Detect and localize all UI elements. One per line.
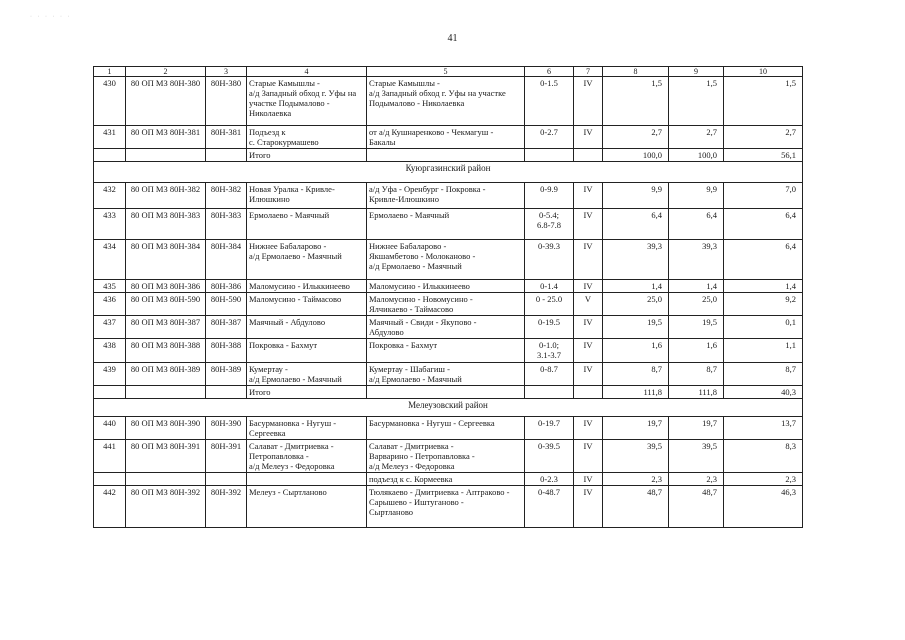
length-value: 1,6 [669,339,724,363]
col-header: 5 [367,67,525,77]
road-name: Подъезд к с. Старокурмашево [247,126,367,149]
table-row [94,316,803,339]
empty-cell [367,149,525,162]
col-header: 9 [669,67,724,77]
length-surface: 1,1 [724,339,803,363]
length-value: 48,7 [669,486,724,528]
road-category: IV [574,339,603,363]
km-range: 0-39.3 [525,240,574,280]
road-short-code: 80Н-383 [206,209,247,240]
road-route: подъезд к с. Кормеевка [367,473,525,486]
row-number: 437 [94,316,126,339]
road-route: Салават - Дмитриевка - Варварино - Петропавловка - а/д Мелеуз - Федоровка [367,440,525,473]
road-name: Кумертау - а/д Ермолаево - Маячный [247,363,367,386]
length-value: 6,4 [669,209,724,240]
length-surface: 13,7 [724,417,803,440]
empty-cell [94,386,126,399]
length-surface: 2,3 [724,473,803,486]
length-value: 1,5 [669,77,724,126]
table-row [94,126,803,149]
empty-cell [206,473,247,486]
length-surface: 0,1 [724,316,803,339]
road-category: IV [574,240,603,280]
road-id-code: 80 ОП МЗ 80Н-380 [126,77,206,126]
row-number: 436 [94,293,126,316]
road-id-code: 80 ОП МЗ 80Н-383 [126,209,206,240]
length-surface: 46,3 [724,486,803,528]
length-value: 25,0 [669,293,724,316]
table-row [94,440,803,473]
road-name: Маломусино - Ильккинеево [247,280,367,293]
length-total: 2,7 [603,126,669,149]
road-route: Маломусино - Новомусино - Ялчикаево - Таймасово [367,293,525,316]
length-total: 8,7 [603,363,669,386]
length-total: 39,3 [603,240,669,280]
table-row [94,417,803,440]
district-name: Куюргазинский район [94,162,803,183]
km-range: 0-2.7 [525,126,574,149]
empty-cell [126,386,206,399]
length-total: 2,3 [603,473,669,486]
road-category: IV [574,77,603,126]
road-short-code: 80Н-387 [206,316,247,339]
length-surface: 6,4 [724,240,803,280]
empty-cell [574,386,603,399]
total-length: 100,0 [603,149,669,162]
road-name: Старые Камышлы - а/д Западный обход г. Уфы на участке Подымалово - Николаевка [247,77,367,126]
row-number: 441 [94,440,126,473]
col-header: 7 [574,67,603,77]
km-range: 0-8.7 [525,363,574,386]
length-total: 48,7 [603,486,669,528]
road-short-code: 80Н-392 [206,486,247,528]
total-label: Итого [247,149,367,162]
length-total: 25,0 [603,293,669,316]
empty-cell [94,473,126,486]
col-header: 4 [247,67,367,77]
empty-cell [367,386,525,399]
road-id-code: 80 ОП МЗ 80Н-392 [126,486,206,528]
road-name: Басурмановка - Нугуш - Сергеевка [247,417,367,440]
road-short-code: 80Н-384 [206,240,247,280]
road-short-code: 80Н-590 [206,293,247,316]
length-total: 19,5 [603,316,669,339]
road-route: Маячный - Свиди - Якупово - Абдулово [367,316,525,339]
roads-table [93,66,803,528]
road-category: IV [574,316,603,339]
road-category: IV [574,280,603,293]
road-route: а/д Уфа - Оренбург - Покровка - Кривле-Илюшкино [367,183,525,209]
km-range: 0-19.7 [525,417,574,440]
road-route: Ермолаево - Маячный [367,209,525,240]
col-header: 8 [603,67,669,77]
row-number: 433 [94,209,126,240]
length-value: 9,9 [669,183,724,209]
road-name: Покровка - Бахмут [247,339,367,363]
table-row [94,240,803,280]
row-number: 434 [94,240,126,280]
column-numbers-row [94,67,803,77]
km-range: 0-2.3 [525,473,574,486]
road-short-code: 80Н-386 [206,280,247,293]
table-row [94,486,803,528]
road-category: IV [574,209,603,240]
road-name: Салават - Дмитриевка - Петропавловка - а/д Мелеуз - Федоровка [247,440,367,473]
total-value: 100,0 [669,149,724,162]
empty-cell [247,473,367,486]
length-total: 1,4 [603,280,669,293]
length-surface: 9,2 [724,293,803,316]
road-category: IV [574,486,603,528]
road-id-code: 80 ОП МЗ 80Н-382 [126,183,206,209]
district-row [94,162,803,183]
empty-cell [206,149,247,162]
length-value: 2,3 [669,473,724,486]
road-category: IV [574,417,603,440]
road-id-code: 80 ОП МЗ 80Н-390 [126,417,206,440]
table-row [94,339,803,363]
table-row [94,293,803,316]
road-route: Нижнее Бабаларово - Якшамбетово - Молоканово - а/д Ермолаево - Маячный [367,240,525,280]
length-surface: 1,5 [724,77,803,126]
road-short-code: 80Н-380 [206,77,247,126]
length-surface: 2,7 [724,126,803,149]
col-header: 3 [206,67,247,77]
table-row [94,280,803,293]
road-id-code: 80 ОП МЗ 80Н-389 [126,363,206,386]
length-value: 39,5 [669,440,724,473]
road-short-code: 80Н-382 [206,183,247,209]
total-label: Итого [247,386,367,399]
empty-cell [525,149,574,162]
length-surface: 8,3 [724,440,803,473]
road-name: Маячный - Абдулово [247,316,367,339]
road-id-code: 80 ОП МЗ 80Н-386 [126,280,206,293]
road-route: Кумертау - Шабагиш - а/д Ермолаево - Маячный [367,363,525,386]
road-route: Старые Камышлы - а/д Западный обход г. Уфы на участке Подымалово - Николаевка [367,77,525,126]
length-surface: 1,4 [724,280,803,293]
road-route: от а/д Кушнаренково - Чекмагуш - Бакалы [367,126,525,149]
road-category: IV [574,363,603,386]
empty-cell [574,149,603,162]
road-short-code: 80Н-381 [206,126,247,149]
road-category: IV [574,126,603,149]
table-row [94,77,803,126]
col-header: 2 [126,67,206,77]
row-number: 435 [94,280,126,293]
row-number: 431 [94,126,126,149]
km-range: 0-9.9 [525,183,574,209]
row-number: 432 [94,183,126,209]
road-short-code: 80Н-388 [206,339,247,363]
length-total: 1,5 [603,77,669,126]
row-number: 439 [94,363,126,386]
length-value: 39,3 [669,240,724,280]
total-value: 111,8 [669,386,724,399]
total-surface: 40,3 [724,386,803,399]
km-range: 0-39.5 [525,440,574,473]
road-short-code: 80Н-391 [206,440,247,473]
road-name: Ермолаево - Маячный [247,209,367,240]
road-id-code: 80 ОП МЗ 80Н-384 [126,240,206,280]
length-total: 1,6 [603,339,669,363]
length-surface: 7,0 [724,183,803,209]
total-row [94,149,803,162]
road-id-code: 80 ОП МЗ 80Н-388 [126,339,206,363]
empty-cell [126,473,206,486]
road-name: Нижнее Бабаларово - а/д Ермолаево - Маячный [247,240,367,280]
length-value: 19,5 [669,316,724,339]
table-row [94,363,803,386]
total-surface: 56,1 [724,149,803,162]
road-route: Басурмановка - Нугуш - Сергеевка [367,417,525,440]
road-route: Тюлякаево - Дмитриевка - Аптраково - Сарышево - Иштуганово - Сыртланово [367,486,525,528]
road-short-code: 80Н-390 [206,417,247,440]
road-name: Мелеуз - Сыртланово [247,486,367,528]
road-name: Новая Уралка - Кривле- Илюшкино [247,183,367,209]
length-surface: 8,7 [724,363,803,386]
km-range: 0-1.0; 3.1-3.7 [525,339,574,363]
km-range: 0-1.5 [525,77,574,126]
col-header: 6 [525,67,574,77]
km-range: 0 - 25.0 [525,293,574,316]
length-total: 6,4 [603,209,669,240]
road-id-code: 80 ОП МЗ 80Н-590 [126,293,206,316]
km-range: 0-19.5 [525,316,574,339]
road-route: Покровка - Бахмут [367,339,525,363]
length-value: 19,7 [669,417,724,440]
sub-row [94,473,803,486]
km-range: 0-1.4 [525,280,574,293]
col-header: 1 [94,67,126,77]
length-surface: 6,4 [724,209,803,240]
km-range: 0-5.4; 6.8-7.8 [525,209,574,240]
length-total: 39,5 [603,440,669,473]
road-id-code: 80 ОП МЗ 80Н-381 [126,126,206,149]
empty-cell [126,149,206,162]
empty-cell [206,386,247,399]
road-category: IV [574,473,603,486]
empty-cell [94,149,126,162]
length-value: 8,7 [669,363,724,386]
road-name: Маломусино - Таймасово [247,293,367,316]
row-number: 442 [94,486,126,528]
empty-cell [525,386,574,399]
length-value: 2,7 [669,126,724,149]
length-total: 19,7 [603,417,669,440]
km-range: 0-48.7 [525,486,574,528]
length-value: 1,4 [669,280,724,293]
total-length: 111,8 [603,386,669,399]
scan-mark: · · · · · · [30,14,72,20]
road-short-code: 80Н-389 [206,363,247,386]
district-name: Мелеузовский район [94,399,803,417]
table-row [94,183,803,209]
table-row [94,209,803,240]
row-number: 438 [94,339,126,363]
road-category: IV [574,183,603,209]
page-number: 41 [447,33,458,44]
road-category: V [574,293,603,316]
row-number: 440 [94,417,126,440]
col-header: 10 [724,67,803,77]
district-row [94,399,803,417]
road-id-code: 80 ОП МЗ 80Н-387 [126,316,206,339]
road-category: IV [574,440,603,473]
length-total: 9,9 [603,183,669,209]
total-row [94,386,803,399]
road-route: Маломусино - Ильккинеево [367,280,525,293]
road-id-code: 80 ОП МЗ 80Н-391 [126,440,206,473]
row-number: 430 [94,77,126,126]
